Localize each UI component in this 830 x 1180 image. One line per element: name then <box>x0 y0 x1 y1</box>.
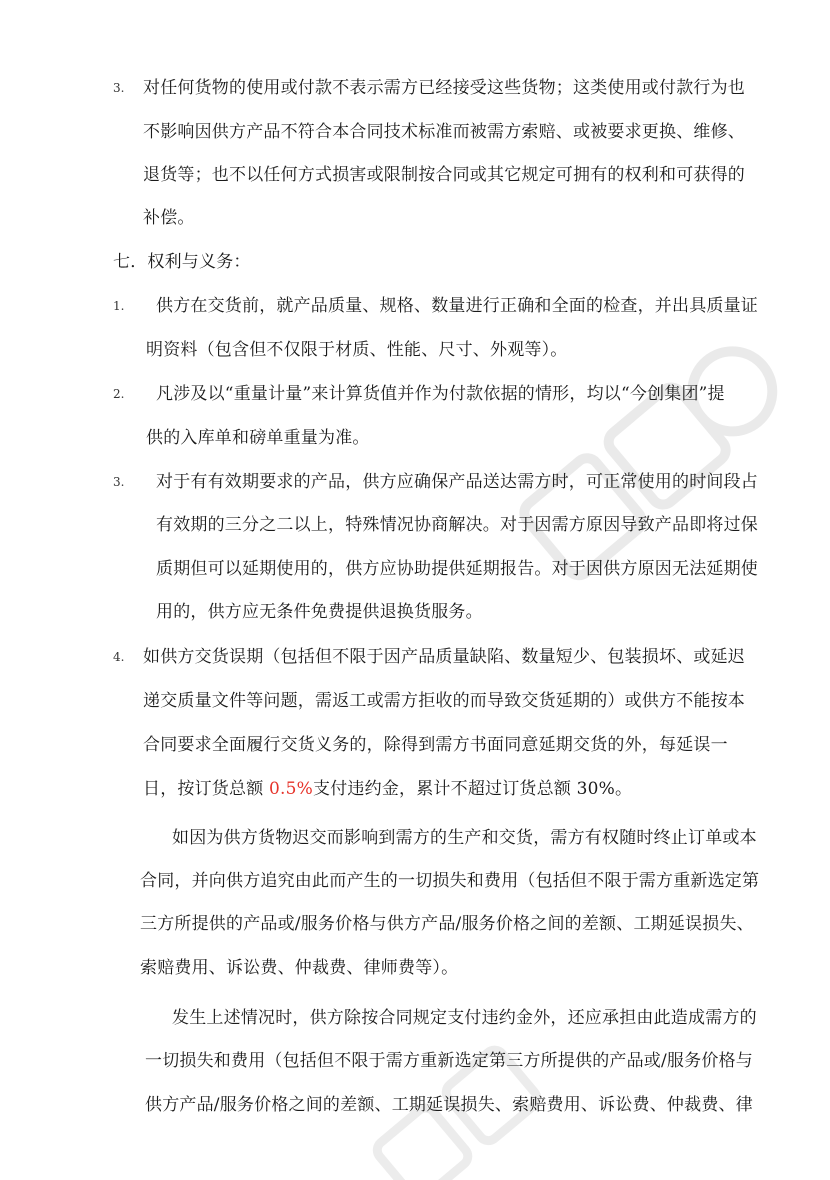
paragraph-line: 明资料（包含但不仅限于材质、性能、尺寸、外观等）。 <box>146 340 568 360</box>
paragraph-line: 发生上述情况时，供方除按合同规定支付违约金外，还应承担由此造成需方的 <box>172 1008 757 1028</box>
item-number: 4. <box>113 650 125 664</box>
paragraph-line: 一切损失和费用（包括但不限于需方重新选定第三方所提供的产品或/服务价格与 <box>145 1051 753 1071</box>
paragraph-line: 合同，并向供方追究由此而产生的一切损失和费用（包括但不限于需方重新选定第 <box>140 871 760 891</box>
penalty-text-before: 日，按订货总额 <box>143 779 270 799</box>
section-heading: 七．权利与义务： <box>113 252 251 272</box>
paragraph-line: 合同要求全面履行交货义务的，除得到需方书面同意延期交货的外，每延误一 <box>143 735 728 755</box>
item-number: 3. <box>113 81 125 95</box>
penalty-rate-highlight: 0.5% <box>269 779 314 799</box>
paragraph-line: 补偿。 <box>143 208 195 228</box>
penalty-text-after: 支付违约金，累计不超过订货总额 30%。 <box>313 779 633 799</box>
paragraph-line-penalty <box>143 777 632 801</box>
paragraph-line: 质期但可以延期使用的，供方应协助提供延期报告。对于因供方原因无法延期使 <box>156 559 758 579</box>
paragraph-line: 三方所提供的产品或/服务价格与供方产品/服务价格之间的差额、工期延误损失、 <box>140 914 754 934</box>
paragraph-line: 供的入库单和磅单重量为准。 <box>146 428 370 448</box>
paragraph-line: 对任何货物的使用或付款不表示需方已经接受这些货物；这类使用或付款行为也 <box>143 78 745 98</box>
paragraph-line: 对于有有效期要求的产品，供方应确保产品送达需方时，可正常使用的时间段占 <box>156 472 758 492</box>
item-number: 3. <box>113 475 125 489</box>
paragraph-line: 索赔费用、诉讼费、仲裁费、律师费等）。 <box>140 958 459 978</box>
paragraph-line: 退货等；也不以任何方式损害或限制按合同或其它规定可拥有的权利和可获得的 <box>143 165 745 185</box>
paragraph-line: 有效期的三分之二以上，特殊情况协商解决。对于因需方原因导致产品即将过保 <box>156 515 758 535</box>
item-number: 2. <box>113 387 125 401</box>
paragraph-line: 如供方交货误期（包括但不限于因产品质量缺陷、数量短少、包装损坏、或延迟 <box>143 647 745 667</box>
paragraph-line: 供方产品/服务价格之间的差额、工期延误损失、索赔费用、诉讼费、仲裁费、律 <box>145 1095 753 1115</box>
paragraph-line: 如因为供方货物迟交而影响到需方的生产和交货，需方有权随时终止订单或本 <box>172 828 757 848</box>
item-number: 1. <box>113 299 125 313</box>
paragraph-line: 不影响因供方产品不符合本合同技术标准而被需方索赔、或被要求更换、维修、 <box>143 122 745 142</box>
paragraph-line: 凡涉及以“重量计量”来计算货值并作为付款依据的情形，均以“今创集团”提 <box>156 384 725 404</box>
paragraph-line: 递交质量文件等问题，需返工或需方拒收的而导致交货延期的）或供方不能按本 <box>143 691 745 711</box>
paragraph-line: 用的，供方应无条件免费提供退换货服务。 <box>156 602 483 622</box>
paragraph-line: 供方在交货前，就产品质量、规格、数量进行正确和全面的检查，并出具质量证 <box>156 296 758 316</box>
